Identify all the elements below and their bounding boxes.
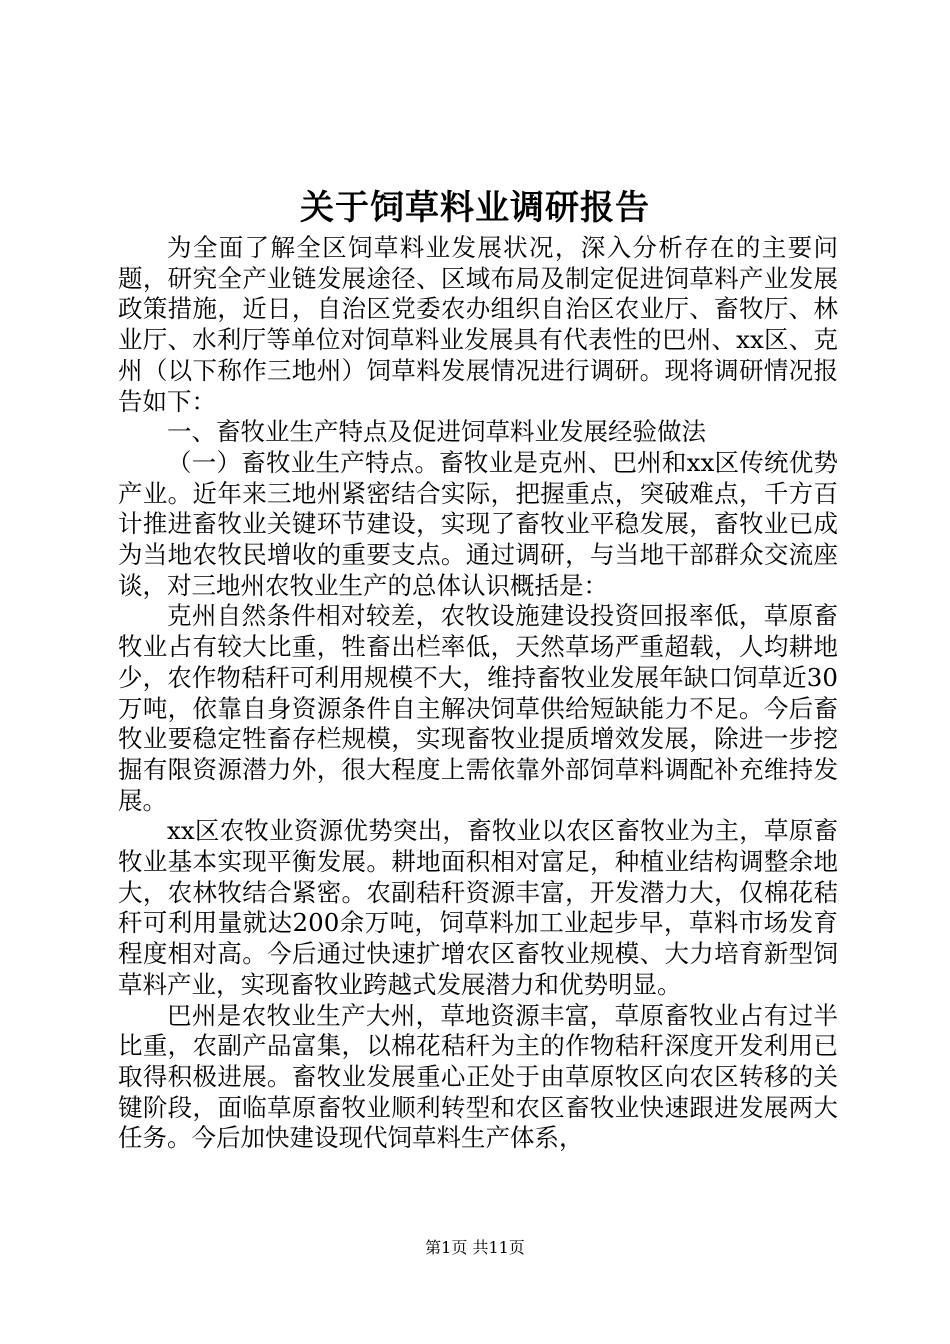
paragraph-kezhou: 克州自然条件相对较差，农牧设施建设投资回报率低，草原畜牧业占有较大比重，牲畜出栏率低，天然草场严重超载，人均耕地少，农作物秸秆可利用规模不大，维持畜牧业发展年缺口饲草近30万吨，依靠自身资源条件自主解决饲草供给短缺能力不足。今后畜牧业要稳定牲畜存栏规模，实现畜牧业提质增效发展，除进一步挖掘有限资源潜力外，很大程度上需依靠外部饲草料调配补充维持发展。 <box>118 601 838 815</box>
paragraph-xx-district: xx区农牧业资源优势突出，畜牧业以农区畜牧业为主，草原畜牧业基本实现平衡发展。耕地面积相对富足，种植业结构调整余地大，农林牧结合紧密。农副秸秆资源丰富，开发潜力大，仅棉花秸秆可利用量就达200余万吨，饲草料加工业起步早，草料市场发育程度相对高。今后通过快速扩增农区畜牧业规模、大力培育新型饲草料产业，实现畜牧业跨越式发展潜力和优势明显。 <box>118 816 838 999</box>
document-body <box>118 233 838 1154</box>
page-number-footer: 第1页 共11页 <box>425 1238 525 1257</box>
paragraph-intro: 为全面了解全区饲草料业发展状况，深入分析存在的主要问题，研究全产业链发展途径、区域布局及制定促进饲草料产业发展政策措施，近日，自治区党委农办组织自治区农业厅、畜牧厅、林业厅、水利厅等单位对饲草料业发展具有代表性的巴州、xx区、克州（以下称作三地州）饲草料发展情况进行调研。现将调研情况报告如下： <box>118 233 838 416</box>
paragraph-bazhou: 巴州是农牧业生产大州，草地资源丰富，草原畜牧业占有过半比重，农副产品富集，以棉花秸秆为主的作物秸秆深度开发利用已取得积极进展。畜牧业发展重心正处于由草原牧区向农区转移的关键阶段，面临草原畜牧业顺利转型和农区畜牧业快速跟进发展两大任务。今后加快建设现代饲草料生产体系， <box>118 1000 838 1153</box>
paragraph-production-features: （一）畜牧业生产特点。畜牧业是克州、巴州和xx区传统优势产业。近年来三地州紧密结合实际，把握重点，突破难点，千方百计推进畜牧业关键环节建设，实现了畜牧业平稳发展，畜牧业已成为当地农牧民增收的重要支点。通过调研，与当地干部群众交流座谈，对三地州农牧业生产的总体认识概括是： <box>118 447 838 600</box>
section-heading-1: 一、畜牧业生产特点及促进饲草料业发展经验做法 <box>167 417 706 447</box>
document-title: 关于饲草料业调研报告 <box>300 188 650 228</box>
